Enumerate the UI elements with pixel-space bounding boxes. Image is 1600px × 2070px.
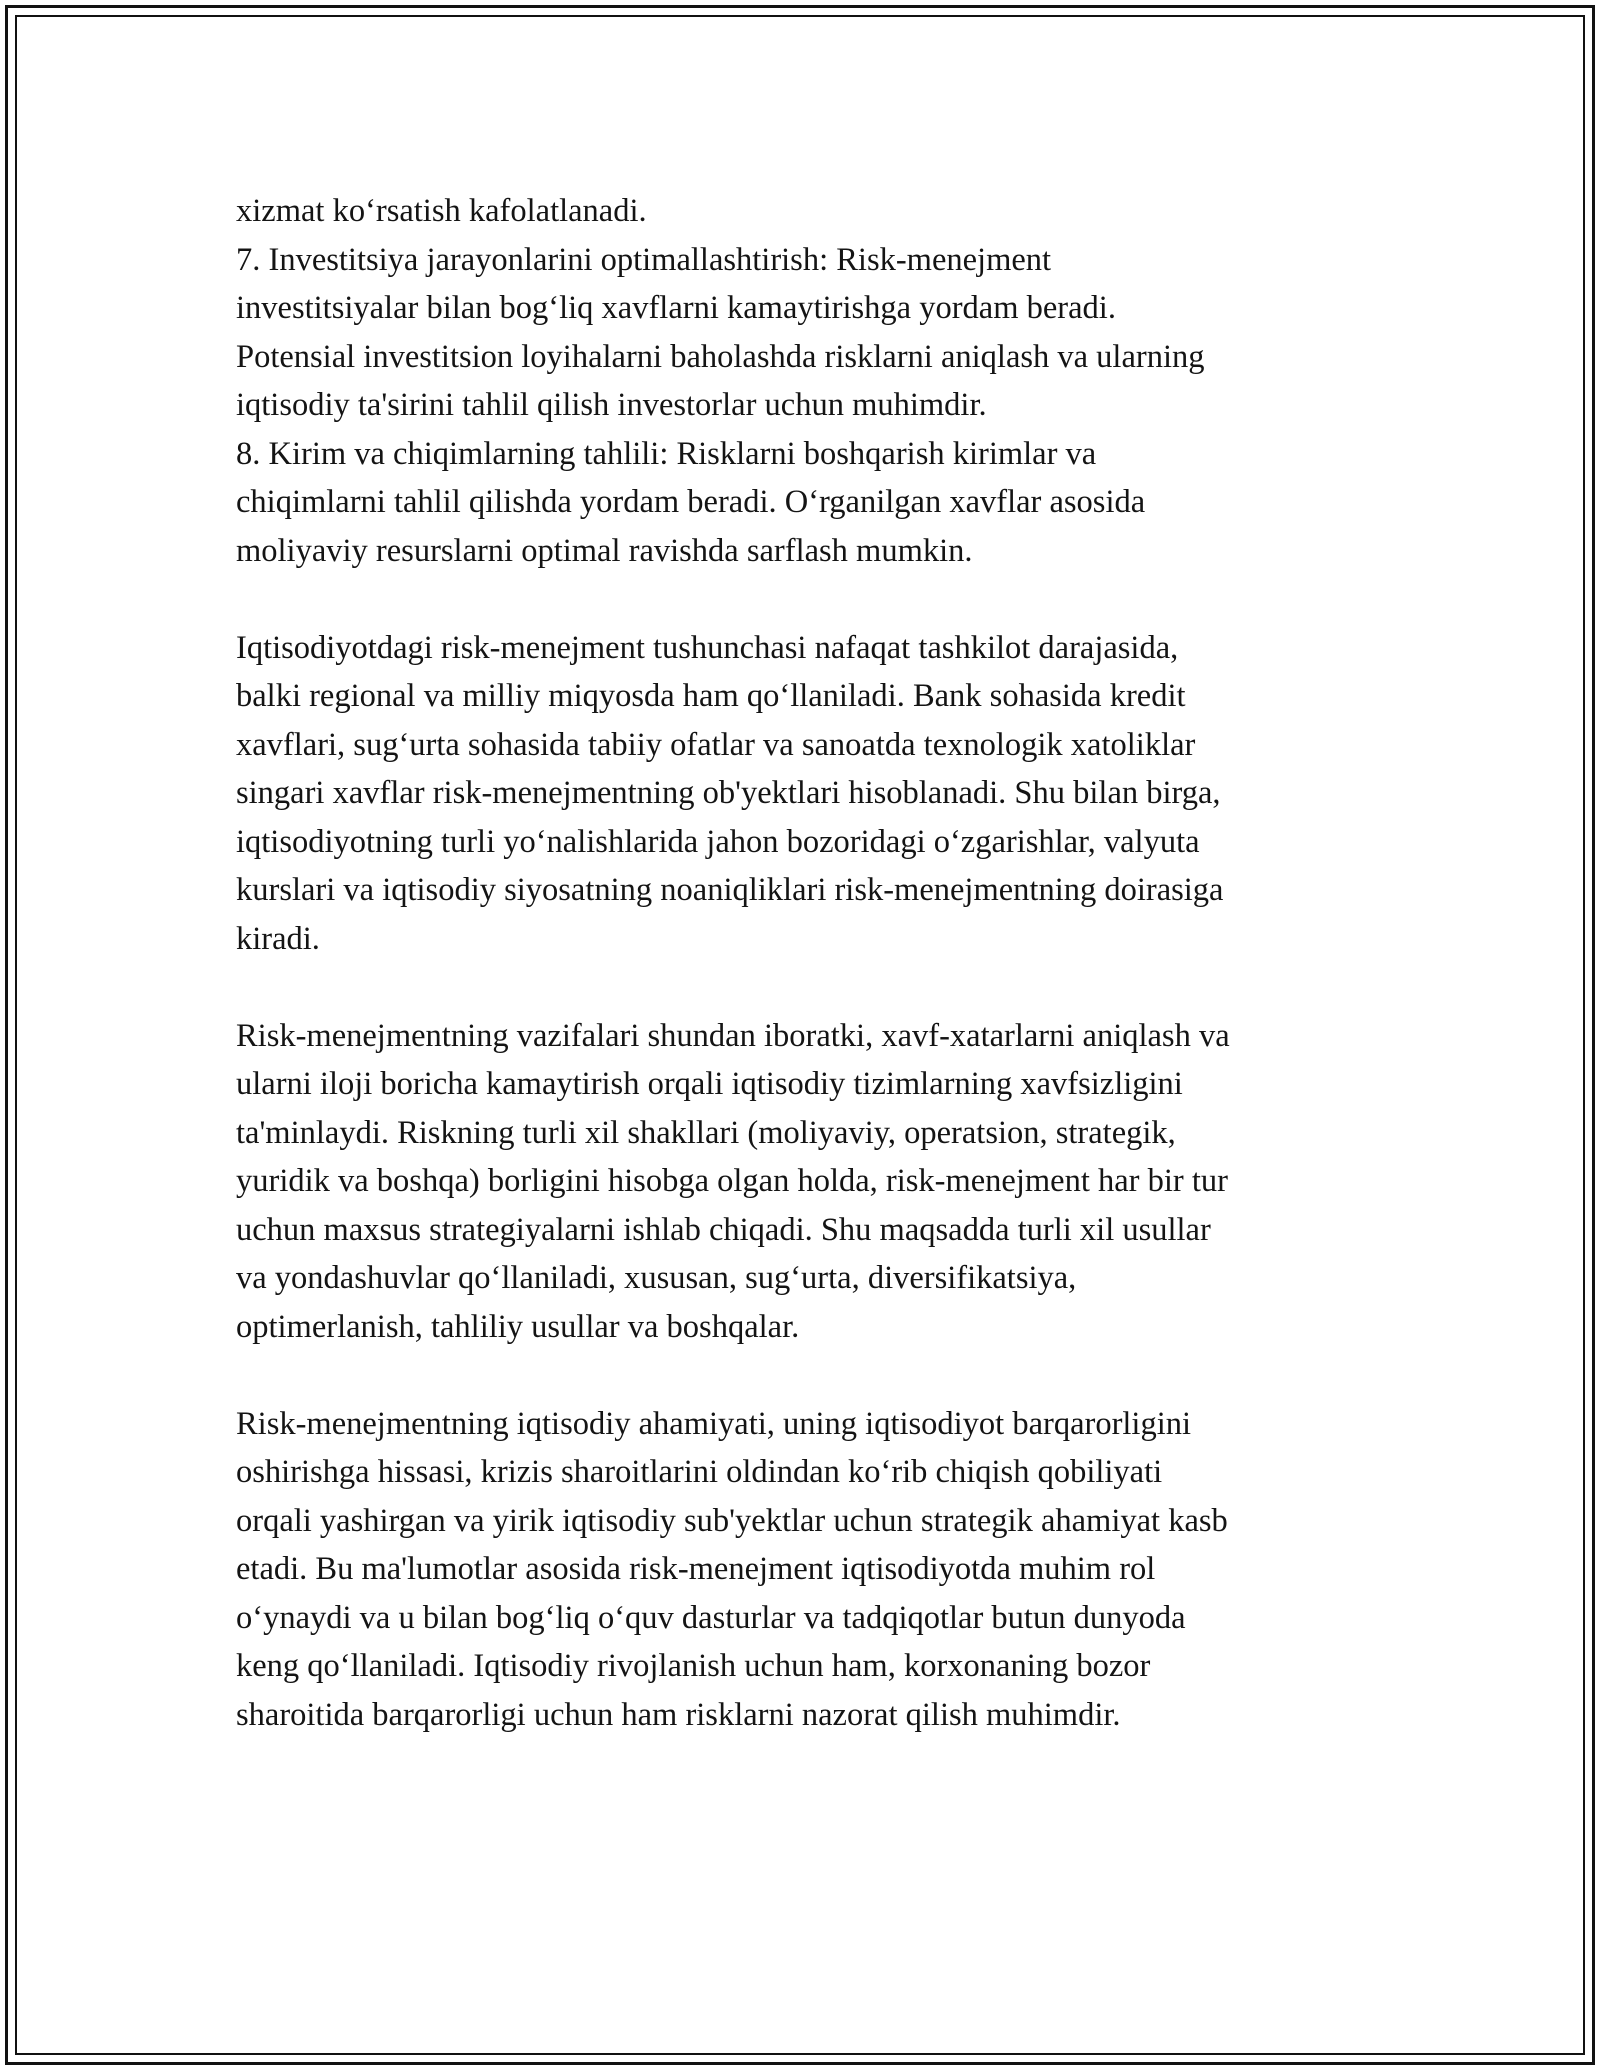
text-line: balki regional va milliy miqyosda ham qo‘llaniladi. Bank sohasida kredit	[236, 678, 1186, 714]
text-line: kiradi.	[236, 920, 320, 957]
text-line: xizmat ko‘rsatish kafolatlanadi.	[236, 193, 647, 229]
paragraph-spacer	[236, 963, 1376, 1012]
text-line: oshirishga hissasi, krizis sharoitlarini oldindan ko‘rib chiqish qobiliyati	[236, 1454, 1163, 1490]
text-line: sharoitida barqarorligi uchun ham risklarni nazorat qilish muhimdir.	[236, 1696, 1121, 1733]
text-line: Iqtisodiyotdagi risk-menejment tushunchasi nafaqat tashkilot darajasida,	[236, 629, 1179, 666]
text-line: orqali yashirgan va yirik iqtisodiy sub'yektlar uchun strategik ahamiyat kasb	[236, 1502, 1228, 1539]
text-line: 8. Kirim va chiqimlarning tahlili: Risklarni boshqarish kirimlar va	[236, 435, 1097, 472]
document-body	[236, 187, 1376, 1739]
text-line: Potensial investitsion loyihalarni baholashda risklarni aniqlash va ularning	[236, 338, 1205, 375]
paragraph	[236, 1400, 1376, 1740]
text-line: ularni iloji boricha kamaytirish orqali iqtisodiy tizimlarning xavfsizligini	[236, 1066, 1183, 1102]
text-line: uchun maxsus strategiyalarni ishlab chiqadi. Shu maqsadda turli xil usullar	[236, 1211, 1211, 1248]
text-line: kurslari va iqtisodiy siyosatning noaniqliklari risk-menejmentning doirasiga	[236, 872, 1224, 908]
paragraph	[236, 624, 1376, 964]
text-line: singari xavflar risk-menejmentning ob'yektlari hisoblanadi. Shu bilan birga,	[236, 775, 1221, 811]
paragraph-spacer	[236, 575, 1376, 624]
text-line: etadi. Bu ma'lumotlar asosida risk-menejment iqtisodiyotda muhim rol	[236, 1551, 1156, 1587]
text-line: investitsiyalar bilan bog‘liq xavflarni kamaytirishga yordam beradi.	[236, 290, 1116, 326]
text-line: 7. Investitsiya jarayonlarini optimallashtirish: Risk-menejment	[236, 241, 1052, 278]
text-line: ta'minlaydi. Riskning turli xil shakllari (moliyaviy, operatsion, strategik,	[236, 1114, 1176, 1151]
text-line: Risk-menejmentning iqtisodiy ahamiyati, uning iqtisodiyot barqarorligini	[236, 1405, 1192, 1442]
text-line: va yondashuvlar qo‘llaniladi, xususan, sug‘urta, diversifikatsiya,	[236, 1260, 1077, 1296]
text-line: o‘ynaydi va u bilan bog‘liq o‘quv dasturlar va tadqiqotlar butun dunyoda	[236, 1599, 1186, 1636]
paragraph	[236, 1012, 1376, 1352]
text-line: yuridik va boshqa) borligini hisobga olgan holda, risk-menejment har bir tur	[236, 1163, 1228, 1199]
text-line: iqtisodiy ta'sirini tahlil qilish investorlar uchun muhimdir.	[236, 387, 987, 423]
paragraph-spacer	[236, 1351, 1376, 1400]
text-block-list-continuation	[236, 187, 1376, 575]
text-line: keng qo‘llaniladi. Iqtisodiy rivojlanish uchun ham, korxonaning bozor	[236, 1648, 1151, 1684]
text-line: iqtisodiyotning turli yo‘nalishlarida jahon bozoridagi o‘zgarishlar, valyuta	[236, 823, 1200, 860]
text-line: moliyaviy resurslarni optimal ravishda sarflash mumkin.	[236, 532, 973, 569]
text-line: xavflari, sug‘urta sohasida tabiiy ofatlar va sanoatda texnologik xatoliklar	[236, 726, 1196, 763]
text-line: chiqimlarni tahlil qilishda yordam beradi. O‘rganilgan xavflar asosida	[236, 484, 1146, 520]
text-line: optimerlanish, tahliliy usullar va boshqalar.	[236, 1308, 800, 1345]
text-line: Risk-menejmentning vazifalari shundan iboratki, xavf-xatarlarni aniqlash va	[236, 1017, 1230, 1054]
